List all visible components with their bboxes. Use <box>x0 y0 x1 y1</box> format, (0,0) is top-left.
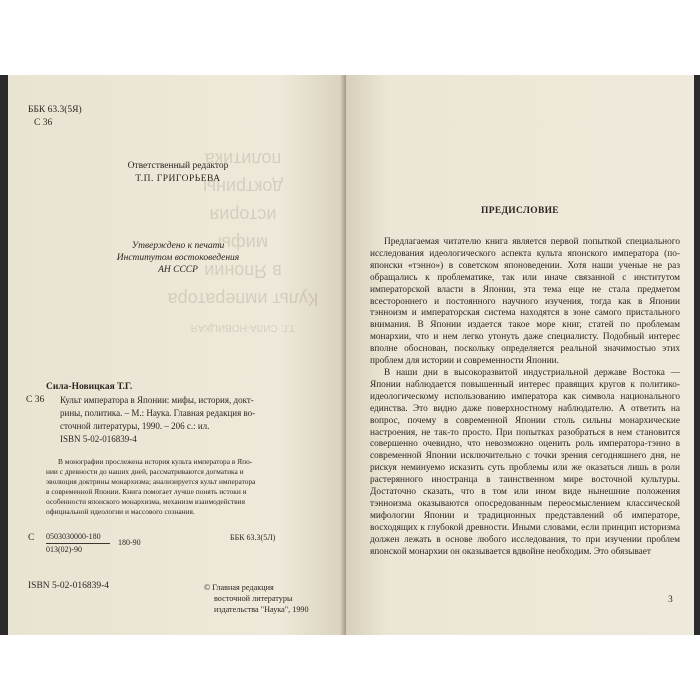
code-number: 0503030000-180 <box>46 532 101 541</box>
abstract-line: эволюция доктрины монархизма; анализируется культ императора <box>46 477 256 486</box>
approved-line: Институтом востоковедения <box>116 253 240 263</box>
abstract-line: особенности японского монархизма, механизм взаимодействия <box>46 497 245 506</box>
approved-line: Утверждено к печати <box>131 241 225 251</box>
abstract-line: официальной идеологии и массового сознания. <box>46 507 195 516</box>
bbk-top: ББК 63.3(5Я) <box>28 105 82 115</box>
catalog-author: Сила-Новицкая Т.Г. <box>46 382 133 392</box>
catalog-line: сточной литературы, 1990. – 206 с.: ил. <box>60 421 210 431</box>
abstract-line: в современной Японии. Книга помогает лучше понять истоки и <box>46 487 247 496</box>
preface-heading: ПРЕДИСЛОВИЕ <box>481 206 559 216</box>
isbn-bottom: ISBN 5-02-016839-4 <box>28 581 110 591</box>
editor-name: Т.П. ГРИГОРЬЕВА <box>135 174 221 184</box>
copyright-line: восточной литературы <box>214 594 293 603</box>
abstract-line: В монографии прослежена история культа императора в Япо- <box>58 457 253 466</box>
approved-line: АН СССР <box>158 265 198 275</box>
copyright-line: © Главная редакция <box>204 583 274 592</box>
code-letter: С <box>28 533 35 543</box>
catalog-isbn: ISBN 5-02-016839-4 <box>60 434 137 444</box>
catalog-code: С 36 <box>26 395 45 405</box>
ghost-line: в Японии <box>204 261 282 281</box>
copyright-line: издательства "Наука", 1990 <box>214 605 309 614</box>
catalog-line: Культ императора в Японии: мифы, история, докт- <box>60 395 254 405</box>
bbk-bottom: ББК 63.3(5Л) <box>230 533 276 542</box>
editor-label: Ответственный редактор <box>127 161 229 171</box>
abstract-line: нии с древности до наших дней, рассматриваются догматика и <box>46 467 244 476</box>
preface-paragraph: Предлагаемая читателю книга является первой попыткой специального исследования идеологического аспекта культа японского императора (по-японски «тэнно») в советском японоведении. Хотя наши ученые не раз обращались к проблематике, так или иначе связанной с институтом императорской власти в Японии, эта тема еще не стала предметом всестороннего и постоянного научного изучения, тогда как в Японии тэнноизм и императорская система находятся в зоне самого пристального внимания. В Японии издается такое море книг, статей по проблемам монархии, что и нем легко утонуть даже специалисту. Подобный интерес вполне обоснован, поскольку определяется реальной значимостью этих проблем для истории и современности Японии. <box>370 237 680 367</box>
ghost-line: история <box>209 205 277 225</box>
ghost-line: Культ императора <box>167 289 319 309</box>
right-page <box>346 75 694 635</box>
ghost-line: доктрины <box>203 177 283 197</box>
ghost-line: Т.Г. СИЛА-НОВИЦКАЯ <box>190 322 296 333</box>
ghost-line: политика <box>204 149 282 169</box>
catalog-line: рины, политика. – М.: Наука. Главная редакция во- <box>60 408 256 418</box>
preface-body <box>370 237 680 558</box>
code-top: С 36 <box>34 118 53 128</box>
code-run: 180-90 <box>118 538 141 547</box>
preface-paragraph: В наши дни в высокоразвитой индустриальной державе Востока — Японии наблюдается повышенный интерес правящих кругов к политико-идеологическому использованию императора как символа национального единства. Это видно даже поверхностному наблюдателю. А ответить на вопрос, почему в современной Японии столь сильны монархические настроения, не так-то просто. При попытках разобраться в нем становится совершенно очевидно, что невозможно оценить роль императора-тэнно в современной Японии исключительно с точки зрения сегодняшнего дня, не рискуя неминуемо исказить суть проблемы или же оказаться лишь в роли растерянного иностранца в таинственном мире восточной культуры. Достаточно сказать, что в том или ином виде нынешние положения тэнноизма оказываются опосредованным переосмыслением классической мифологии Японии и традиционных представлений об императоре, восходящих к глубокой древности. Иными словами, если принцип историзма должен лежать в основе любого исследования, то при изучении проблем японской монархии он оказывается вдвойне необходим. Это обязывает <box>370 367 680 557</box>
left-page <box>8 75 346 635</box>
fraction-line <box>46 543 110 544</box>
code-sub: 013(02)-90 <box>46 545 82 554</box>
open-book <box>0 75 700 635</box>
page-number: 3 <box>668 595 673 605</box>
ghost-line: мифы <box>217 233 269 253</box>
